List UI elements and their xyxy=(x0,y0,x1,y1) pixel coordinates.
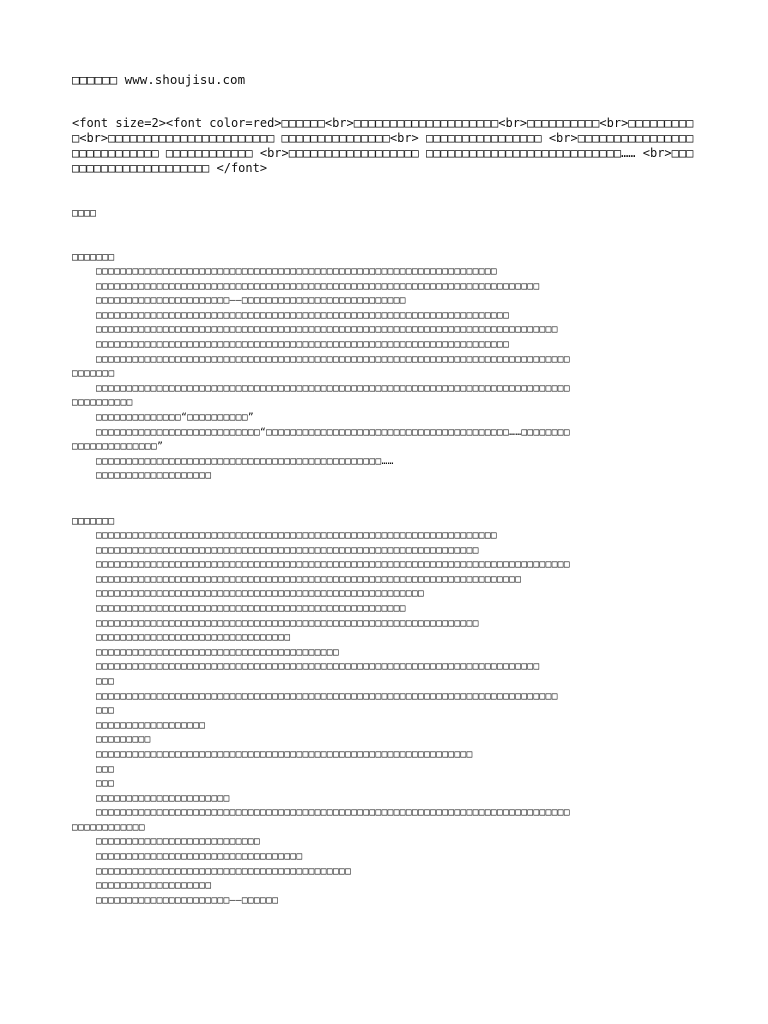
paragraph-line: □□□□□□□□□□□□□□□□□□□□□□□□□□□□□□□□□□□□□□□□ xyxy=(96,646,340,658)
paragraph-line: □□□□□□□□□ xyxy=(96,734,151,746)
paragraph-line: □□□□□□□ xyxy=(72,368,115,380)
paragraph-line: □□□ xyxy=(96,705,115,717)
paragraph-line: □□□□□□□□□□□□□□□□□□□□□□□□□□□□□□□□□□□□□□□□□□□□□□□□□□□□□□□□□□□□□□□□□□□□ xyxy=(96,309,510,321)
paragraph-line: □□□□□□□□□□□□□□“□□□□□□□□□□” xyxy=(96,411,254,423)
paragraph-line: □□□□□□□□□□□□□□□□□□□□□□□□□□□□□□□□□□□□□□□□□□□□□□□□□□□□□□□□□□□□□□□□□□□□□□□□□ xyxy=(96,661,540,673)
paragraph-line: □□□□□□□□□□□□□□□□□□□ xyxy=(96,880,212,892)
paragraph-line: □□□□□□□□□□ xyxy=(72,397,133,409)
paragraph-line: □□□□□□□□□□□□□□□□□□□□□□□□□□□□□□□□□□□□□□□□□□□□□□□□□□□□□□□□□□□□□□□□□□□□□□□□□□□□□□ xyxy=(96,353,570,365)
paragraph-line: □□□□□□□□□□□□□□□□□□□□□□□□□□□□□□□□□□□□□□□□□□□□□□□□□□□□□□□□□□□□□□□□□□□□□□□□□□□□□□ xyxy=(96,807,570,819)
font-markup-block: <font size=2><font color=red>□□□□□□<br>□□□□□□□□□□□□□□□□□□□□<br>□□□□□□□□□□<br>□□□□□□□□□□<br>□□□□□□□□□□□□□□□□□□□□□□□ □□□□□□□□□□□□□□□<br> □□□□□□□□□□□□□□□□ <br>□□□□□□□□□□□□□□□□ □□□□□□□□□□□□ □□□□□□□□□□□□ <br>□□□□□□□□□□□□□□□□□□ □□□□□□□□□□□□□□□□□□□□□□□□□□□…… <br>□□□□□□□□□□□□□□□□□□□□□□ </font> xyxy=(72,116,701,175)
paragraph-line: □□□□□□□□□□□□□□□□□□□□□□□□□□□□□□□□□□□□□□□□□□□□□□□□□□□□□□□□□□□□□□□□□□□□□□□□□□□□□□ xyxy=(96,382,570,394)
paragraph-line: □□□□□□□□□□□□□□□□□□□□□□□□□□□□□□□□□□□□□□□□□□□□□□□…… xyxy=(96,455,394,467)
paragraph-line: □□□□□□□□□□□□□□□□□□□□□□——□□□□□□□□□□□□□□□□□□□□□□□□□□□ xyxy=(96,295,406,307)
chapter-2-title: □□□□□□□ xyxy=(72,516,115,527)
chapter-2-body xyxy=(72,529,696,908)
paragraph-line: □□□□□□□□□□□□□□□□□□□□□□——□□□□□□ xyxy=(96,894,279,906)
paragraph-line: □□□□□□□□□□□□□□” xyxy=(72,441,164,453)
paragraph-line: □□□□□□□□□□□□□□□□□□□□□□□□□□□□□□□□□□□□□□□□□□□□□□□□□□□□□□□□□□□□□□ xyxy=(96,748,473,760)
paragraph-line: □□□□□□□□□□□□□□□□□□□□□□□□□□□□□□□□□□ xyxy=(96,851,303,863)
paragraph-line: □□□□□□□□□□□□□□□□□□□□□□□□□□□□□□□□□□□□□□□□□□□□□□□□□□□□□□□□□□□□□□□ xyxy=(96,617,479,629)
paragraph-line: □□□□□□□□□□□□□□□□□□□ xyxy=(96,470,212,482)
paragraph-line: □□□□□□□□□□□□ xyxy=(72,821,145,833)
paragraph-line: □□□□□□□□□□□□□□□□□□□□□□□□□□□□□□□□□□□□□□□□□□□□□□□□□□□□□□□□□□□□□□□□□□ xyxy=(96,530,498,541)
paragraph-line: □□□□□□□□□□□□□□□□□□□□□□□□□□□□□□□□□□□□□□□□□□□□□□□□□□□□□□□□□□□□□□□ xyxy=(96,544,479,556)
paragraph-line: □□□□□□□□□□□□□□□□□□□□□□□□□□□□□□□□□□□□□□□□□□ xyxy=(96,865,352,877)
chapter-1-title: □□□□□□□ xyxy=(72,252,115,263)
paragraph-line: □□□ xyxy=(96,778,115,790)
paragraph-line: □□□□□□□□□□□□□□□□□□□□□□□□□□□□□□□□□□□□□□□□□□□□□□□□□□□□□□□□□□□□□□□□□□□□□□□□□□□□□□ xyxy=(96,559,570,571)
site-header: □□□□□□ www.shoujisu.com xyxy=(72,72,246,87)
paragraph-line: □□□□□□□□□□□□□□□□□□□□□□□□□□□□□□□□□□□□□□□□□□□□□□□□□□□□□□□□□□□□□□□□□□□□□□□□□□□□ xyxy=(96,690,558,702)
chapter-1-body xyxy=(72,265,696,484)
paragraph-line: □□□□□□□□□□□□□□□□□□□□□□□□□□□“□□□□□□□□□□□□□□□□□□□□□□□□□□□□□□□□□□□□□□□□……□□□□□□□□ xyxy=(96,426,570,438)
paragraph-line: □□□□□□□□□□□□□□□□□□□□□□□□□□□□□□□□□□□□□□□□□□□□□□□□□□□□□□□□□□□□□□□□□□ xyxy=(96,266,498,277)
paragraph-line: □□□□□□□□□□□□□□□□□□□□□□□□□□□□□□□□□□□□□□□□□□□□□□□□□□□□□□ xyxy=(96,588,425,600)
paragraph-line: □□□□□□□□□□□□□□□□□□□□□□□□□□□□□□□□□□□□□□□□□□□□□□□□□□□□□□□□□□□□□□□□□□□□□□ xyxy=(96,573,522,585)
paragraph-line: □□□□□□□□□□□□□□□□□□□□□□□□□□□ xyxy=(96,836,261,848)
paragraph-line: □□□□□□□□□□□□□□□□□□ xyxy=(96,719,206,731)
paragraph-line: □□□□□□□□□□□□□□□□□□□□□□ xyxy=(96,792,230,804)
paragraph-line: □□□□□□□□□□□□□□□□□□□□□□□□□□□□□□□□□□□□□□□□□□□□□□□□□□□□□□□□□□□□□□□□□□□□ xyxy=(96,338,510,350)
paragraph-line: □□□□□□□□□□□□□□□□□□□□□□□□□□□□□□□□□□□□□□□□□□□□□□□□□□□□□□□□□□□□□□□□□□□□□□□□□ xyxy=(96,280,540,292)
paragraph-line: □□□□□□□□□□□□□□□□□□□□□□□□□□□□□□□□□□□□□□□□□□□□□□□□□□□ xyxy=(96,602,406,614)
paragraph-line: □□□□□□□□□□□□□□□□□□□□□□□□□□□□□□□□ xyxy=(96,632,291,644)
paragraph-line: □□□ xyxy=(96,763,115,775)
section-label: □□□□ xyxy=(72,208,97,219)
paragraph-line: □□□ xyxy=(96,675,115,687)
paragraph-line: □□□□□□□□□□□□□□□□□□□□□□□□□□□□□□□□□□□□□□□□□□□□□□□□□□□□□□□□□□□□□□□□□□□□□□□□□□□□ xyxy=(96,324,558,336)
